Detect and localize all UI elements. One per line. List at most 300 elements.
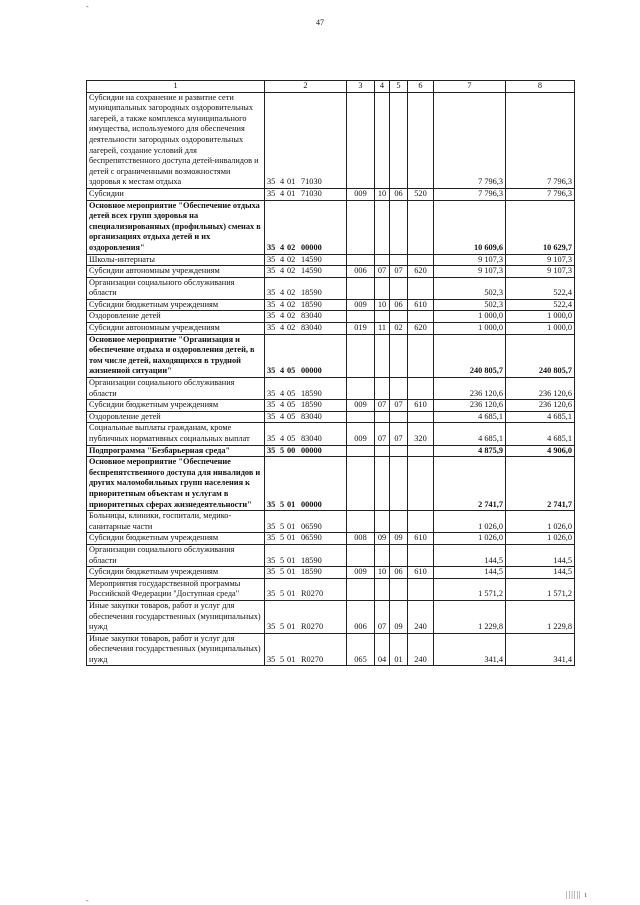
code-part: 05 xyxy=(287,411,296,421)
row-name: Организации социального обслуживания области xyxy=(87,378,265,400)
table-row xyxy=(87,445,575,457)
row-section: 10 xyxy=(375,299,390,311)
row-ministry-code xyxy=(347,411,375,423)
row-code xyxy=(265,567,347,579)
row-amount-year-1: 1 571,2 xyxy=(434,578,506,600)
row-name: Иные закупки товаров, работ и услуг для обеспечения государственных (муниципальных) нужд xyxy=(87,600,265,633)
row-subsection: 07 xyxy=(390,266,408,278)
row-code xyxy=(265,200,347,254)
row-expense-type xyxy=(408,254,434,266)
row-subsection: 09 xyxy=(390,533,408,545)
row-code xyxy=(265,266,347,278)
code-part: 35 xyxy=(267,388,276,398)
row-subsection: 02 xyxy=(390,323,408,335)
code-part: 18590 xyxy=(301,288,322,298)
table-row xyxy=(87,311,575,323)
row-name: Субсидии бюджетным учреждениям xyxy=(87,567,265,579)
table-row xyxy=(87,411,575,423)
code-part: 83040 xyxy=(301,434,322,443)
row-name: Школы-интернаты xyxy=(87,254,265,266)
row-section xyxy=(375,411,390,423)
row-code xyxy=(265,445,347,457)
row-code xyxy=(265,378,347,400)
code-part: 4 xyxy=(280,188,285,198)
row-section: 10 xyxy=(375,567,390,579)
row-name: Подпрограмма "Безбарьерная среда" xyxy=(87,445,265,457)
table-row xyxy=(87,200,575,254)
code-part: 35 xyxy=(267,411,276,421)
row-section: 07 xyxy=(375,400,390,412)
row-amount-year-1: 1 000,0 xyxy=(434,323,506,335)
code-part: 5 xyxy=(280,555,285,565)
code-part: 35 xyxy=(267,366,276,376)
code-part: 06590 xyxy=(301,521,322,531)
code-part: 35 xyxy=(267,589,276,599)
row-section xyxy=(375,254,390,266)
header-cell-2: 2 xyxy=(265,81,347,93)
code-part: 35 xyxy=(267,521,276,531)
table-row xyxy=(87,600,575,633)
row-code xyxy=(265,457,347,511)
code-part: 18590 xyxy=(301,388,322,398)
row-subsection xyxy=(390,277,408,299)
header-cell-3: 3 xyxy=(347,81,375,93)
code-part: 4 xyxy=(280,366,285,376)
row-amount-year-1: 341,4 xyxy=(434,633,506,666)
header-cell-1: 1 xyxy=(87,81,265,93)
row-name: Основное мероприятие "Организация и обеспечение отдыха и оздоровления детей, в том числе детей, находящихся в трудной жизненной ситуации" xyxy=(87,334,265,377)
row-name: Субсидии бюджетным учреждениям xyxy=(87,299,265,311)
row-code xyxy=(265,578,347,600)
code-part: 35 xyxy=(267,311,276,321)
row-section: 04 xyxy=(375,633,390,666)
code-part: 01 xyxy=(287,654,296,664)
row-amount-year-2: 144,5 xyxy=(506,544,575,566)
code-part: 01 xyxy=(287,622,296,632)
table-row xyxy=(87,378,575,400)
code-part: 35 xyxy=(267,188,276,198)
row-section xyxy=(375,311,390,323)
table-row xyxy=(87,266,575,278)
row-subsection: 07 xyxy=(390,423,408,445)
table-row xyxy=(87,567,575,579)
header-cell-6: 6 xyxy=(408,81,434,93)
row-ministry-code: 006 xyxy=(347,266,375,278)
header-row xyxy=(87,81,575,93)
code-part: 35 xyxy=(267,622,276,632)
code-part: 83040 xyxy=(301,411,322,421)
budget-table xyxy=(86,80,575,666)
row-amount-year-2: 7 796,3 xyxy=(506,92,575,188)
code-part: 5 xyxy=(280,567,285,577)
row-expense-type: 520 xyxy=(408,188,434,200)
row-amount-year-2: 522,4 xyxy=(506,277,575,299)
row-section xyxy=(375,445,390,457)
code-part: 5 xyxy=(280,521,285,531)
row-amount-year-2: 1 000,0 xyxy=(506,311,575,323)
row-code xyxy=(265,188,347,200)
row-ministry-code xyxy=(347,578,375,600)
code-part: 00000 xyxy=(301,366,322,376)
code-part: 4 xyxy=(280,299,285,309)
row-expense-type xyxy=(408,411,434,423)
row-ministry-code xyxy=(347,544,375,566)
row-amount-year-1: 1 000,0 xyxy=(434,311,506,323)
row-amount-year-2: 9 107,3 xyxy=(506,254,575,266)
row-amount-year-2: 1 026,0 xyxy=(506,533,575,545)
row-amount-year-2: 240 805,7 xyxy=(506,334,575,377)
code-part: 02 xyxy=(287,323,296,333)
code-part: 01 xyxy=(287,589,296,599)
code-part: 02 xyxy=(287,242,296,252)
row-section: 10 xyxy=(375,188,390,200)
row-section: 07 xyxy=(375,266,390,278)
row-expense-type xyxy=(408,200,434,254)
code-part: 5 xyxy=(280,499,285,509)
row-subsection: 06 xyxy=(390,567,408,579)
row-name: Мероприятия государственной программы Российской Федерации "Доступная среда" xyxy=(87,578,265,600)
code-part: 18590 xyxy=(301,400,322,410)
code-part: 4 xyxy=(280,323,285,333)
table-row xyxy=(87,92,575,188)
row-name: Субсидии бюджетным учреждениям xyxy=(87,400,265,412)
code-part: 35 xyxy=(267,654,276,664)
code-part: 4 xyxy=(280,434,285,443)
row-name: Оздоровление детей xyxy=(87,311,265,323)
row-name: Субсидии на сохранение и развитие сети муниципальных загородных оздоровительных лагерей, а также комплекса муниципального имущества, используемого для обеспечения деятельности загородных оздоровительных лагерей, создание условий для беспрепятственного доступа детей-инвалидов и детей с ограниченными возможностями здоровья к местам отдыха xyxy=(87,92,265,188)
row-code xyxy=(265,92,347,188)
row-amount-year-2: 1 571,2 xyxy=(506,578,575,600)
row-ministry-code xyxy=(347,334,375,377)
row-section xyxy=(375,334,390,377)
code-part: 14590 xyxy=(301,254,322,264)
row-name: Основное мероприятие "Обеспечение отдыха детей всех групп здоровья на специализированных (профильных) сменах в организациях отдыха детей и их оздоровления" xyxy=(87,200,265,254)
row-amount-year-1: 4 875,9 xyxy=(434,445,506,457)
row-amount-year-2: 1 229,8 xyxy=(506,600,575,633)
row-section: 07 xyxy=(375,600,390,633)
row-section xyxy=(375,92,390,188)
row-name: Организации социального обслуживания области xyxy=(87,277,265,299)
row-subsection xyxy=(390,334,408,377)
code-part: 05 xyxy=(287,400,296,410)
row-code xyxy=(265,334,347,377)
code-part: 4 xyxy=(280,400,285,410)
row-amount-year-1: 144,5 xyxy=(434,544,506,566)
row-amount-year-2: 522,4 xyxy=(506,299,575,311)
code-part: 83040 xyxy=(301,311,322,321)
row-amount-year-1: 502,3 xyxy=(434,277,506,299)
row-expense-type xyxy=(408,334,434,377)
code-part: 5 xyxy=(280,622,285,632)
code-part: 5 xyxy=(280,654,285,664)
row-name: Основное мероприятие "Обеспечение беспрепятственного доступа для инвалидов и других маломобильных групп населения к приоритетным объектам и услугам в приоритетных сферах жизнедеятельности" xyxy=(87,457,265,511)
row-code xyxy=(265,533,347,545)
code-part: 4 xyxy=(280,311,285,321)
row-expense-type: 240 xyxy=(408,633,434,666)
row-expense-type: 620 xyxy=(408,266,434,278)
table-row xyxy=(87,188,575,200)
row-subsection xyxy=(390,378,408,400)
row-ministry-code xyxy=(347,277,375,299)
row-amount-year-2: 1 026,0 xyxy=(506,511,575,533)
row-subsection xyxy=(390,445,408,457)
row-amount-year-1: 4 685,1 xyxy=(434,411,506,423)
row-code xyxy=(265,544,347,566)
row-code xyxy=(265,299,347,311)
row-code xyxy=(265,511,347,533)
code-part: 35 xyxy=(267,445,276,455)
row-amount-year-2: 144,5 xyxy=(506,567,575,579)
row-amount-year-1: 2 741,7 xyxy=(434,457,506,511)
row-amount-year-1: 502,3 xyxy=(434,299,506,311)
row-ministry-code xyxy=(347,445,375,457)
row-expense-type: 610 xyxy=(408,400,434,412)
code-part: 01 xyxy=(287,521,296,531)
table-row xyxy=(87,400,575,412)
row-section xyxy=(375,511,390,533)
row-amount-year-2: 4 906,0 xyxy=(506,445,575,457)
row-name: Иные закупки товаров, работ и услуг для обеспечения государственных (муниципальных) нужд xyxy=(87,633,265,666)
row-name: Субсидии автономным учреждениям xyxy=(87,323,265,335)
table-row xyxy=(87,423,575,445)
code-part: R0270 xyxy=(301,622,324,632)
row-code xyxy=(265,633,347,666)
row-subsection: 07 xyxy=(390,400,408,412)
code-part: 83040 xyxy=(301,323,322,333)
row-ministry-code: 009 xyxy=(347,567,375,579)
row-ministry-code: 019 xyxy=(347,323,375,335)
code-part: 18590 xyxy=(301,567,322,577)
header-cell-4: 4 xyxy=(375,81,390,93)
code-part: 35 xyxy=(267,177,276,187)
code-part: 35 xyxy=(267,533,276,543)
row-amount-year-2: 10 629,7 xyxy=(506,200,575,254)
row-amount-year-2: 1 000,0 xyxy=(506,323,575,335)
code-part: 02 xyxy=(287,299,296,309)
code-part: 35 xyxy=(267,400,276,410)
code-part: 02 xyxy=(287,266,296,276)
code-part: 35 xyxy=(267,288,276,298)
row-subsection: 06 xyxy=(390,188,408,200)
row-name: Оздоровление детей xyxy=(87,411,265,423)
code-part: 4 xyxy=(280,288,285,298)
table-row xyxy=(87,511,575,533)
row-subsection xyxy=(390,200,408,254)
row-amount-year-1: 10 609,6 xyxy=(434,200,506,254)
code-part: 35 xyxy=(267,567,276,577)
row-expense-type xyxy=(408,445,434,457)
row-code xyxy=(265,400,347,412)
code-part: 5 xyxy=(280,445,285,455)
code-part: 4 xyxy=(280,254,285,264)
code-part: 35 xyxy=(267,299,276,309)
row-expense-type xyxy=(408,378,434,400)
row-amount-year-1: 7 796,3 xyxy=(434,188,506,200)
code-part: R0270 xyxy=(301,589,324,599)
code-part: 71030 xyxy=(301,188,322,198)
row-code xyxy=(265,254,347,266)
code-part: 05 xyxy=(287,434,296,443)
row-ministry-code xyxy=(347,378,375,400)
code-part: 02 xyxy=(287,311,296,321)
page-number: 47 xyxy=(316,18,324,27)
code-part: 35 xyxy=(267,555,276,565)
table-row xyxy=(87,254,575,266)
row-subsection xyxy=(390,578,408,600)
row-amount-year-1: 9 107,3 xyxy=(434,254,506,266)
row-ministry-code xyxy=(347,311,375,323)
row-expense-type xyxy=(408,544,434,566)
code-part: R0270 xyxy=(301,654,324,664)
row-expense-type xyxy=(408,277,434,299)
row-section xyxy=(375,457,390,511)
table-row xyxy=(87,533,575,545)
row-ministry-code: 009 xyxy=(347,299,375,311)
code-part: 02 xyxy=(287,288,296,298)
code-part: 18590 xyxy=(301,555,322,565)
row-ministry-code: 009 xyxy=(347,188,375,200)
code-part: 00000 xyxy=(301,499,322,509)
code-part: 14590 xyxy=(301,266,322,276)
row-ministry-code: 008 xyxy=(347,533,375,545)
table-row xyxy=(87,323,575,335)
code-part: 18590 xyxy=(301,299,322,309)
row-amount-year-1: 240 805,7 xyxy=(434,334,506,377)
row-name: Больницы, клиники, госпитали, медико-санитарные части xyxy=(87,511,265,533)
row-subsection: 06 xyxy=(390,299,408,311)
row-amount-year-1: 7 796,3 xyxy=(434,92,506,188)
code-part: 00 xyxy=(287,445,296,455)
row-amount-year-2: 341,4 xyxy=(506,633,575,666)
bottom-edge-mark: - xyxy=(86,896,89,905)
row-subsection xyxy=(390,511,408,533)
row-name: Социальные выплаты гражданам, кроме публичных нормативных социальных выплат xyxy=(87,423,265,445)
code-part: 4 xyxy=(280,242,285,252)
code-part: 01 xyxy=(287,188,296,198)
row-amount-year-2: 7 796,3 xyxy=(506,188,575,200)
code-part: 35 xyxy=(267,434,276,443)
row-expense-type: 240 xyxy=(408,600,434,633)
code-part: 4 xyxy=(280,266,285,276)
row-section xyxy=(375,277,390,299)
row-amount-year-2: 236 120,6 xyxy=(506,378,575,400)
row-amount-year-1: 236 120,6 xyxy=(434,378,506,400)
row-expense-type xyxy=(408,92,434,188)
table-row xyxy=(87,334,575,377)
code-part: 01 xyxy=(287,177,296,187)
row-amount-year-1: 9 107,3 xyxy=(434,266,506,278)
row-ministry-code: 009 xyxy=(347,400,375,412)
code-part: 35 xyxy=(267,499,276,509)
row-amount-year-2: 9 107,3 xyxy=(506,266,575,278)
code-part: 35 xyxy=(267,323,276,333)
row-subsection xyxy=(390,311,408,323)
code-part: 4 xyxy=(280,177,285,187)
row-amount-year-2: 236 120,6 xyxy=(506,400,575,412)
row-ministry-code xyxy=(347,200,375,254)
row-name: Субсидии бюджетным учреждениям xyxy=(87,533,265,545)
code-part: 01 xyxy=(287,499,296,509)
code-part: 35 xyxy=(267,266,276,276)
code-part: 06590 xyxy=(301,533,322,543)
code-part: 00000 xyxy=(301,445,322,455)
row-section: 07 xyxy=(375,423,390,445)
row-amount-year-2: 4 685,1 xyxy=(506,423,575,445)
row-ministry-code: 065 xyxy=(347,633,375,666)
row-expense-type xyxy=(408,457,434,511)
row-subsection xyxy=(390,544,408,566)
row-amount-year-1: 1 026,0 xyxy=(434,533,506,545)
row-expense-type: 610 xyxy=(408,567,434,579)
row-amount-year-1: 144,5 xyxy=(434,567,506,579)
table-row xyxy=(87,544,575,566)
header-cell-8: 8 xyxy=(506,81,575,93)
header-cell-5: 5 xyxy=(390,81,408,93)
table-row xyxy=(87,277,575,299)
top-edge-mark: - xyxy=(86,2,89,11)
row-expense-type: 620 xyxy=(408,323,434,335)
row-amount-year-1: 236 120,6 xyxy=(434,400,506,412)
code-part: 05 xyxy=(287,366,296,376)
row-expense-type: 610 xyxy=(408,533,434,545)
row-code xyxy=(265,277,347,299)
code-part: 35 xyxy=(267,242,276,252)
code-part: 05 xyxy=(287,388,296,398)
row-subsection xyxy=(390,254,408,266)
row-name: Организации социального обслуживания области xyxy=(87,544,265,566)
code-part: 4 xyxy=(280,388,285,398)
table-body xyxy=(87,81,575,666)
row-subsection: 09 xyxy=(390,600,408,633)
row-subsection xyxy=(390,411,408,423)
row-amount-year-2: 2 741,7 xyxy=(506,457,575,511)
row-section xyxy=(375,378,390,400)
row-subsection xyxy=(390,457,408,511)
row-section xyxy=(375,200,390,254)
table-row xyxy=(87,299,575,311)
row-code xyxy=(265,423,347,445)
barcode-mark: |||||| ı xyxy=(566,890,588,899)
row-section: 09 xyxy=(375,533,390,545)
row-name: Субсидии xyxy=(87,188,265,200)
code-part: 00000 xyxy=(301,242,322,252)
code-part: 01 xyxy=(287,567,296,577)
row-section: 11 xyxy=(375,323,390,335)
row-section xyxy=(375,578,390,600)
code-part: 01 xyxy=(287,555,296,565)
code-part: 4 xyxy=(280,411,285,421)
row-section xyxy=(375,544,390,566)
code-part: 35 xyxy=(267,254,276,264)
row-code xyxy=(265,323,347,335)
row-code xyxy=(265,311,347,323)
row-ministry-code xyxy=(347,92,375,188)
row-name: Субсидии автономным учреждениям xyxy=(87,266,265,278)
row-subsection xyxy=(390,92,408,188)
header-cell-7: 7 xyxy=(434,81,506,93)
row-amount-year-1: 1 229,8 xyxy=(434,600,506,633)
code-part: 5 xyxy=(280,589,285,599)
row-amount-year-2: 4 685,1 xyxy=(506,411,575,423)
table-row xyxy=(87,633,575,666)
row-ministry-code xyxy=(347,511,375,533)
table-row xyxy=(87,578,575,600)
row-amount-year-1: 4 685,1 xyxy=(434,423,506,445)
row-code xyxy=(265,600,347,633)
row-expense-type: 610 xyxy=(408,299,434,311)
table-row xyxy=(87,457,575,511)
row-amount-year-1: 1 026,0 xyxy=(434,511,506,533)
